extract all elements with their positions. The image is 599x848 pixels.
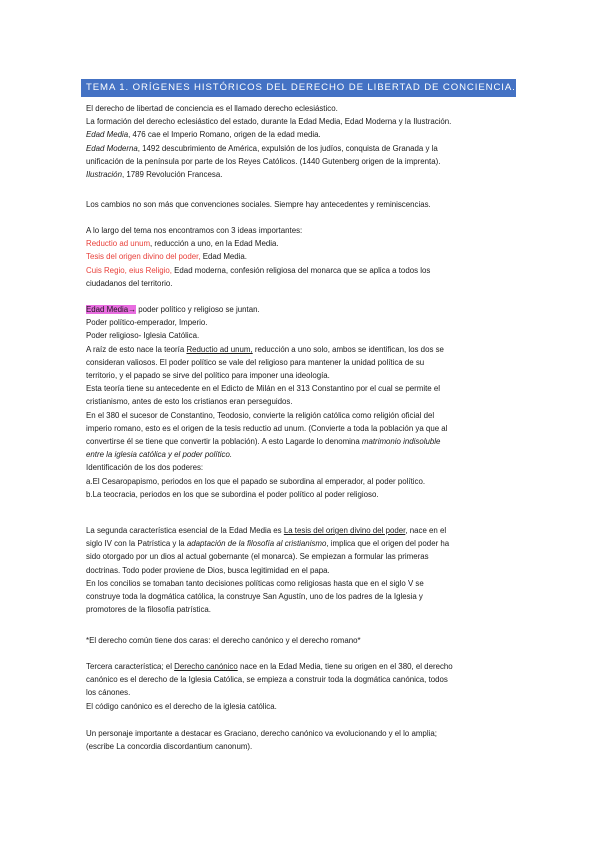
italic-term: Edad Moderna [86,143,138,153]
paragraph-derecho-canonico [86,660,516,713]
text-line: entre la iglesia católica y el poder político. [86,450,233,460]
text-line [86,142,516,155]
text-line: consideran valiosos. El poder político se vale del religioso para mantener la unidad política de su [86,357,425,367]
underlined-term: Derecho canónico [174,662,238,671]
text-line: Los cambios no son más que convenciones sociales. Siempre hay antecedentes y reminiscencias. [86,200,431,209]
text-run: Tercera característica; el [86,662,175,671]
text-line: canónico es el derecho de la Iglesia Católica, se empieza a construir toda la dogmática canónica, todos [86,675,448,685]
text-line [86,537,516,550]
text-run: Edad moderna, confesión religiosa del monarca que se aplica a todos los [171,265,431,275]
highlighted-heading: Edad Media→ [86,305,137,314]
section-title: TEMA 1. ORÍGENES HISTÓRICOS DEL DERECHO DE LIBERTAD DE CONCIENCIA. [86,82,516,93]
text-line [86,168,516,181]
text-line: Identificación de los dos poderes: [86,463,204,473]
paragraph-intro [86,102,516,181]
text-line [86,237,516,250]
highlighted-term: Reductio ad unum [86,239,151,249]
section-title-bar [81,79,516,97]
text-line: (escribe La concordia discordantium canonum). [86,742,253,752]
italic-term: adaptación de la filosofía al cristianismo [186,539,327,549]
text-run: siglo IV con la Patrística y la [86,539,187,549]
text-run: poder político y religioso se juntan. [136,305,260,314]
text-run: , reducción a uno, en la Edad Media. [150,239,279,249]
text-line: a.El Cesaropapismo, periodos en los que el papado se subordina al emperador, al poder político. [86,476,426,486]
text-line: imperio romano, esto es el origen de la tesis reductio ad unum. (Convierte a toda la población ya que al [86,423,448,433]
text-line: los cánones. [86,688,131,698]
text-line: En los concilios se tomaban tanto decisiones políticas como religiosas hasta que en el siglo V se [86,578,424,588]
text-line: *El derecho común tiene dos caras: el derecho canónico y el derecho romano* [86,636,361,645]
text-line: b.La teocracia, periodos en los que se subordina el poder político al poder religioso. [86,489,379,499]
text-line: El código canónico es el derecho de la iglesia católica. [86,701,277,711]
text-line [86,343,516,356]
paragraph-tesis-origen [86,524,516,616]
text-line: En el 380 el sucesor de Constantino, Teodosio, convierte la religión católica como religión oficial del [86,410,435,420]
paragraph-graciano [86,727,516,753]
text-line: construye toda la dogmática católica, la construye San Agustín, uno de los padres de la Iglesia y [86,592,423,602]
text-run: , implica que el origen del poder ha [326,539,450,549]
italic-term: Ilustración [86,170,122,180]
underlined-term: Reductio ad unum, [186,344,253,354]
text-line: Poder político-emperador, Imperio. [86,318,208,328]
text-line: unificación de la península por parte de los Reyes Católicos. (1440 Gutenberg origen de la imprenta). [86,156,441,166]
text-line: A lo largo del tema nos encontramos con 3 ideas importantes: [86,226,303,235]
text-run: , 1492 descubrimiento de América, expulsión de los judíos, conquista de Granada y la [137,143,438,153]
text-run: , 476 cae el Imperio Romano, origen de la edad media. [128,130,321,140]
text-run: La segunda característica esencial de la Edad Media es [86,526,284,535]
text-run: reducción a uno solo, ambos se identifican, los dos se [252,344,444,354]
italic-term: Edad Media [86,130,129,140]
text-line: La formación del derecho eclesiástico del estado, durante la Edad Media, Edad Moderna y la Ilustración. [86,117,452,127]
text-line: ciudadanos del territorio. [86,278,173,288]
text-run: convertirse él se tiene que convertir la población). A esto Lagarde lo denomina [86,437,362,447]
italic-term: matrimonio indisoluble [361,437,441,447]
underlined-term: La tesis del origen divino del poder [283,526,406,535]
text-line: doctrinas. Todo poder proviene de Dios, busca legitimidad en el papa. [86,565,330,575]
text-line: territorio, y el papado se sirve del político para imponer una ideología. [86,371,330,381]
text-line: sido otorgado por un dios al actual gobernante (el monarca). Se empiezan a formular las primeras [86,552,429,562]
paragraph-ideas [86,224,516,290]
paragraph-changes [86,198,516,211]
text-run: nace en la Edad Media, tiene su origen en el 380, el derecho [237,662,453,671]
text-line: cristianismo, antes de esto los cristianos eran perseguidos. [86,397,293,407]
text-line [86,303,516,316]
text-line [86,660,516,673]
text-line [86,524,516,537]
text-run: , nace en el [405,526,447,535]
text-line: Esta teoría tiene su antecedente en el Edicto de Milán en el 313 Constantino por el cual se permite el [86,384,440,394]
text-line [86,435,516,448]
text-run: Edad Media. [200,252,247,262]
text-line [86,128,516,141]
paragraph-edad-media [86,303,516,501]
text-line: El derecho de libertad de conciencia es el llamado derecho eclesiástico. [86,104,338,113]
text-line [86,264,516,277]
paragraph-derecho-comun [86,634,516,647]
highlighted-term: Cuis Regio, eius Religio, [86,265,172,275]
text-run: , 1789 Revolución Francesa. [121,170,223,180]
text-line [86,250,516,263]
highlighted-term: Tesis del origen divino del poder, [86,252,201,262]
text-line: promotores de la filosofía patrística. [86,605,211,615]
text-line: Un personaje importante a destacar es Graciano, derecho canónico va evolucionando y el lo amplia; [86,729,437,738]
text-line: Poder religioso- Iglesia Católica. [86,331,200,341]
text-run: A raíz de esto nace la teoría [86,344,187,354]
